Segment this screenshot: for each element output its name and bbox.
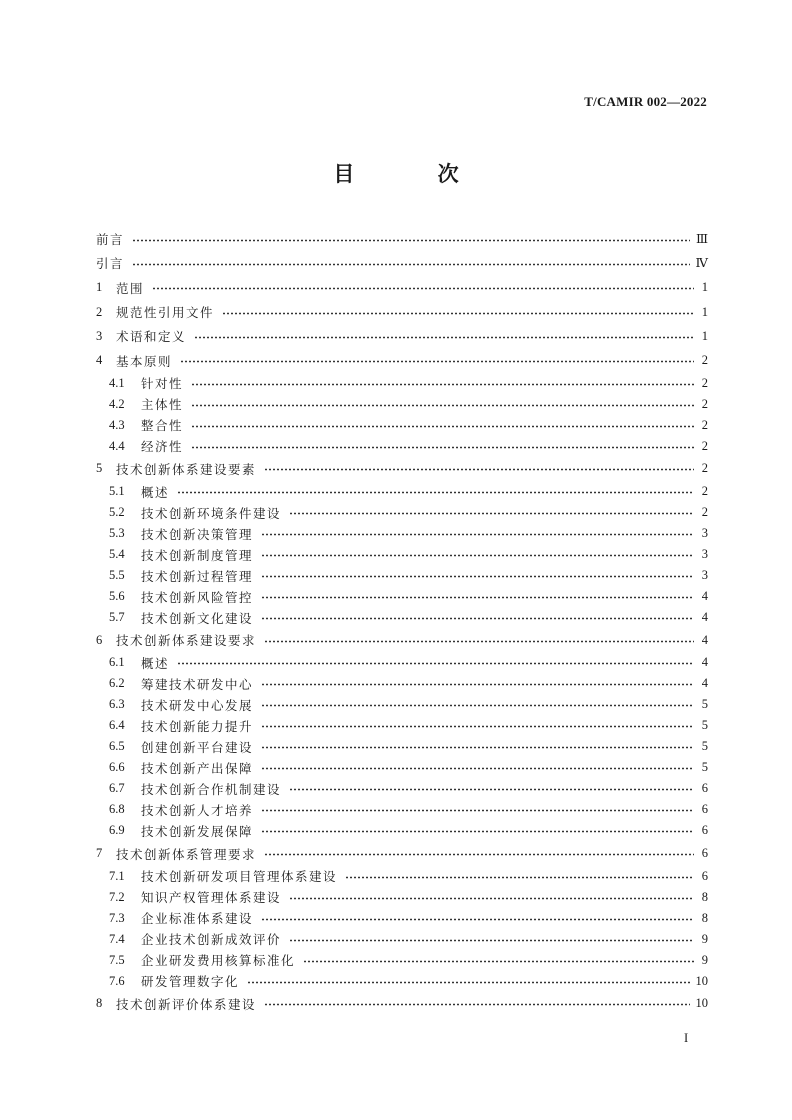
toc-entry-label: 技术研发中心发展 [141,697,254,713]
toc-entry[interactable] [96,971,708,992]
toc-leader-dots [261,617,694,620]
toc-entry-number: 4.3 [109,417,125,432]
toc-entry[interactable] [96,544,708,565]
toc-entry-label: 企业标准体系建设 [141,911,254,927]
toc-entry-page: 3 [701,526,708,541]
toc-entry-label: 技术创新评价体系建设 [116,996,257,1012]
toc-entry-page: 3 [701,568,708,583]
toc-entry[interactable] [96,586,708,607]
toc-entry-number: 6.4 [109,718,125,733]
toc-entry-number: 7 [96,846,103,861]
toc-entry-label: 技术创新能力提升 [141,718,254,734]
toc-entry-page: 9 [701,952,708,967]
toc-entry[interactable] [96,908,708,929]
toc-leader-dots [177,662,694,665]
toc-leader-dots [289,512,694,515]
toc-entry-label: 概述 [141,655,170,671]
toc-entry-number: 7.2 [109,889,125,904]
toc-entry-number: 6.3 [109,697,125,712]
toc-entry-page: 8 [701,910,708,925]
toc-entry[interactable] [96,992,708,1016]
toc-entry-page: 6 [701,823,708,838]
toc-entry-number: 5.6 [109,589,125,604]
toc-entry-number: 5 [96,461,103,476]
toc-entry-page: 2 [701,353,708,368]
toc-entry-page: 5 [701,718,708,733]
toc-entry[interactable] [96,276,708,300]
toc-leader-dots [132,263,689,266]
toc-entry[interactable] [96,673,708,694]
toc-entry-label: 技术创新人才培养 [141,802,254,818]
toc-leader-dots [261,830,694,833]
toc-entry[interactable] [96,502,708,523]
toc-entry-page: 5 [701,697,708,712]
toc-entry-page: 2 [701,438,708,453]
toc-entry-page: 2 [701,375,708,390]
toc-entry-label: 创建创新平台建设 [141,739,254,755]
toc-entry-page: 6 [701,802,708,817]
toc-entry-page: 1 [701,304,708,319]
toc-entry-number: 6 [96,632,103,647]
toc-entry-label: 范围 [116,280,145,296]
toc-leader-dots [191,383,694,386]
toc-entry-page: 4 [701,610,708,625]
toc-entry[interactable] [96,736,708,757]
toc-entry-page: 4 [701,655,708,670]
toc-entry-page: Ⅳ [695,256,708,271]
toc-entry-number: 6.6 [109,760,125,775]
toc-leader-dots [264,1003,689,1006]
toc-entry[interactable] [96,652,708,673]
toc-entry[interactable] [96,820,708,841]
document-code: T/CAMIR 002—2022 [584,94,707,109]
toc-entry[interactable] [96,950,708,971]
toc-entry[interactable] [96,415,708,436]
toc-entry-label: 技术创新文化建设 [141,610,254,626]
toc-entry-label: 基本原则 [116,353,173,369]
toc-entry[interactable] [96,694,708,715]
toc-entry-page: 2 [701,461,708,476]
toc-entry-label: 筹建技术研发中心 [141,676,254,692]
toc-entry-label: 术语和定义 [116,329,187,345]
toc-entry-page: 5 [701,760,708,775]
toc-leader-dots [261,725,694,728]
toc-entry-label: 技术创新产出保障 [141,760,254,776]
toc-entry[interactable] [96,887,708,908]
page-title: 目 次 [333,162,497,186]
toc-entry-number: 6.1 [109,655,125,670]
toc-entry-number: 5.4 [109,547,125,562]
toc-entry-page: 2 [701,417,708,432]
toc-entry-label: 技术创新研发项目管理体系建设 [141,869,338,885]
toc-leader-dots [261,704,694,707]
toc-leader-dots [289,939,694,942]
toc-entry-page: 4 [701,589,708,604]
toc-entry-page: 4 [701,632,708,647]
toc-entry-page: 10 [695,996,708,1011]
toc-entry-label: 技术创新过程管理 [141,568,254,584]
toc-leader-dots [264,853,694,856]
toc-entry-label: 企业技术创新成效评价 [141,932,282,948]
toc-entry-page: 8 [701,889,708,904]
toc-entry-label: 技术创新体系建设要求 [116,633,257,649]
toc-entry-page: 1 [701,280,708,295]
toc-entry[interactable] [96,757,708,778]
toc-entry[interactable] [96,300,708,324]
toc-entry-page: 10 [695,973,708,988]
toc-entry-number: 7.5 [109,952,125,967]
toc-entry-label: 经济性 [141,439,184,455]
toc-entry-number: 1 [96,280,103,295]
toc-entry-label: 研发管理数字化 [141,974,240,990]
toc-entry-label: 技术创新环境条件建设 [141,505,282,521]
toc-entry[interactable] [96,324,708,348]
toc-entry-number: 4.4 [109,438,125,453]
toc-entry-number: 5.3 [109,526,125,541]
toc-entry-label: 前言 [96,232,125,248]
toc-entry[interactable] [96,457,708,481]
toc-entry-number: 5.1 [109,484,125,499]
toc-entry-page: 3 [701,547,708,562]
toc-leader-dots [177,491,694,494]
toc-entry[interactable] [96,866,708,887]
toc-entry[interactable] [96,799,708,820]
toc-leader-dots [261,533,694,536]
toc-entry[interactable] [96,227,708,251]
toc-entry-number: 6.7 [109,781,125,796]
toc-entry[interactable] [96,348,708,372]
toc-leader-dots [261,554,694,557]
toc-entry-label: 技术创新风险管控 [141,589,254,605]
toc-leader-dots [345,876,694,879]
toc-leader-dots [222,312,694,315]
toc-entry-label: 针对性 [141,376,184,392]
toc-entry[interactable] [96,929,708,950]
toc-entry-page: 1 [701,328,708,343]
toc-entry-label: 技术创新制度管理 [141,547,254,563]
toc-entry-number: 7.1 [109,868,125,883]
toc-entry-label: 整合性 [141,418,184,434]
toc-leader-dots [289,897,694,900]
toc-leader-dots [247,981,689,984]
toc-entry-page: Ⅲ [695,232,708,247]
toc-entry[interactable] [96,436,708,457]
toc-leader-dots [191,446,694,449]
toc-leader-dots [261,767,694,770]
toc-leader-dots [264,468,694,471]
toc-entry-page: 9 [701,931,708,946]
table-of-contents [96,227,708,1016]
toc-leader-dots [261,809,694,812]
toc-leader-dots [180,360,694,363]
toc-entry-label: 概述 [141,484,170,500]
toc-entry-label: 技术创新合作机制建设 [141,781,282,797]
toc-leader-dots [261,596,694,599]
toc-entry[interactable] [96,394,708,415]
toc-entry[interactable] [96,607,708,628]
toc-entry[interactable] [96,628,708,652]
toc-leader-dots [261,746,694,749]
toc-entry-page: 4 [701,676,708,691]
toc-entry-page: 6 [701,868,708,883]
toc-entry-number: 4 [96,353,103,368]
toc-entry-label: 规范性引用文件 [116,305,215,321]
toc-entry-page: 2 [701,484,708,499]
toc-entry[interactable] [96,481,708,502]
toc-entry[interactable] [96,565,708,586]
toc-entry-label: 主体性 [141,397,184,413]
toc-leader-dots [152,287,694,290]
toc-entry-label: 技术创新体系管理要求 [116,846,257,862]
toc-entry-number: 5.7 [109,610,125,625]
toc-entry-number: 5.2 [109,505,125,520]
toc-leader-dots [191,404,694,407]
toc-entry[interactable] [96,523,708,544]
toc-entry-label: 知识产权管理体系建设 [141,890,282,906]
toc-entry-number: 5.5 [109,568,125,583]
toc-entry-number: 4.2 [109,396,125,411]
toc-entry[interactable] [96,841,708,865]
toc-leader-dots [289,788,694,791]
toc-leader-dots [261,683,694,686]
toc-entry-number: 6.5 [109,739,125,754]
toc-entry-page: 6 [701,846,708,861]
page-number: I [684,1031,689,1045]
toc-entry-page: 2 [701,505,708,520]
toc-entry-label: 引言 [96,256,125,272]
toc-entry-number: 6.9 [109,823,125,838]
toc-leader-dots [191,425,694,428]
toc-entry[interactable] [96,715,708,736]
toc-leader-dots [132,239,690,242]
toc-leader-dots [303,960,694,963]
toc-entry-number: 7.6 [109,973,125,988]
toc-entry-number: 7.4 [109,931,125,946]
toc-leader-dots [264,640,694,643]
toc-entry[interactable] [96,778,708,799]
toc-leader-dots [261,575,694,578]
toc-entry-page: 6 [701,781,708,796]
toc-entry[interactable] [96,251,708,275]
toc-entry-label: 技术创新发展保障 [141,823,254,839]
toc-entry-label: 技术创新决策管理 [141,526,254,542]
toc-entry-number: 8 [96,996,103,1011]
toc-entry-page: 2 [701,396,708,411]
toc-entry-label: 技术创新体系建设要素 [116,461,257,477]
toc-entry-number: 6.2 [109,676,125,691]
toc-entry-number: 3 [96,328,103,343]
toc-entry-number: 2 [96,304,103,319]
toc-leader-dots [194,336,694,339]
toc-entry-number: 4.1 [109,375,125,390]
toc-leader-dots [261,918,694,921]
toc-entry-label: 企业研发费用核算标准化 [141,953,296,969]
toc-entry-page: 5 [701,739,708,754]
toc-entry-number: 7.3 [109,910,125,925]
toc-entry[interactable] [96,373,708,394]
toc-entry-number: 6.8 [109,802,125,817]
